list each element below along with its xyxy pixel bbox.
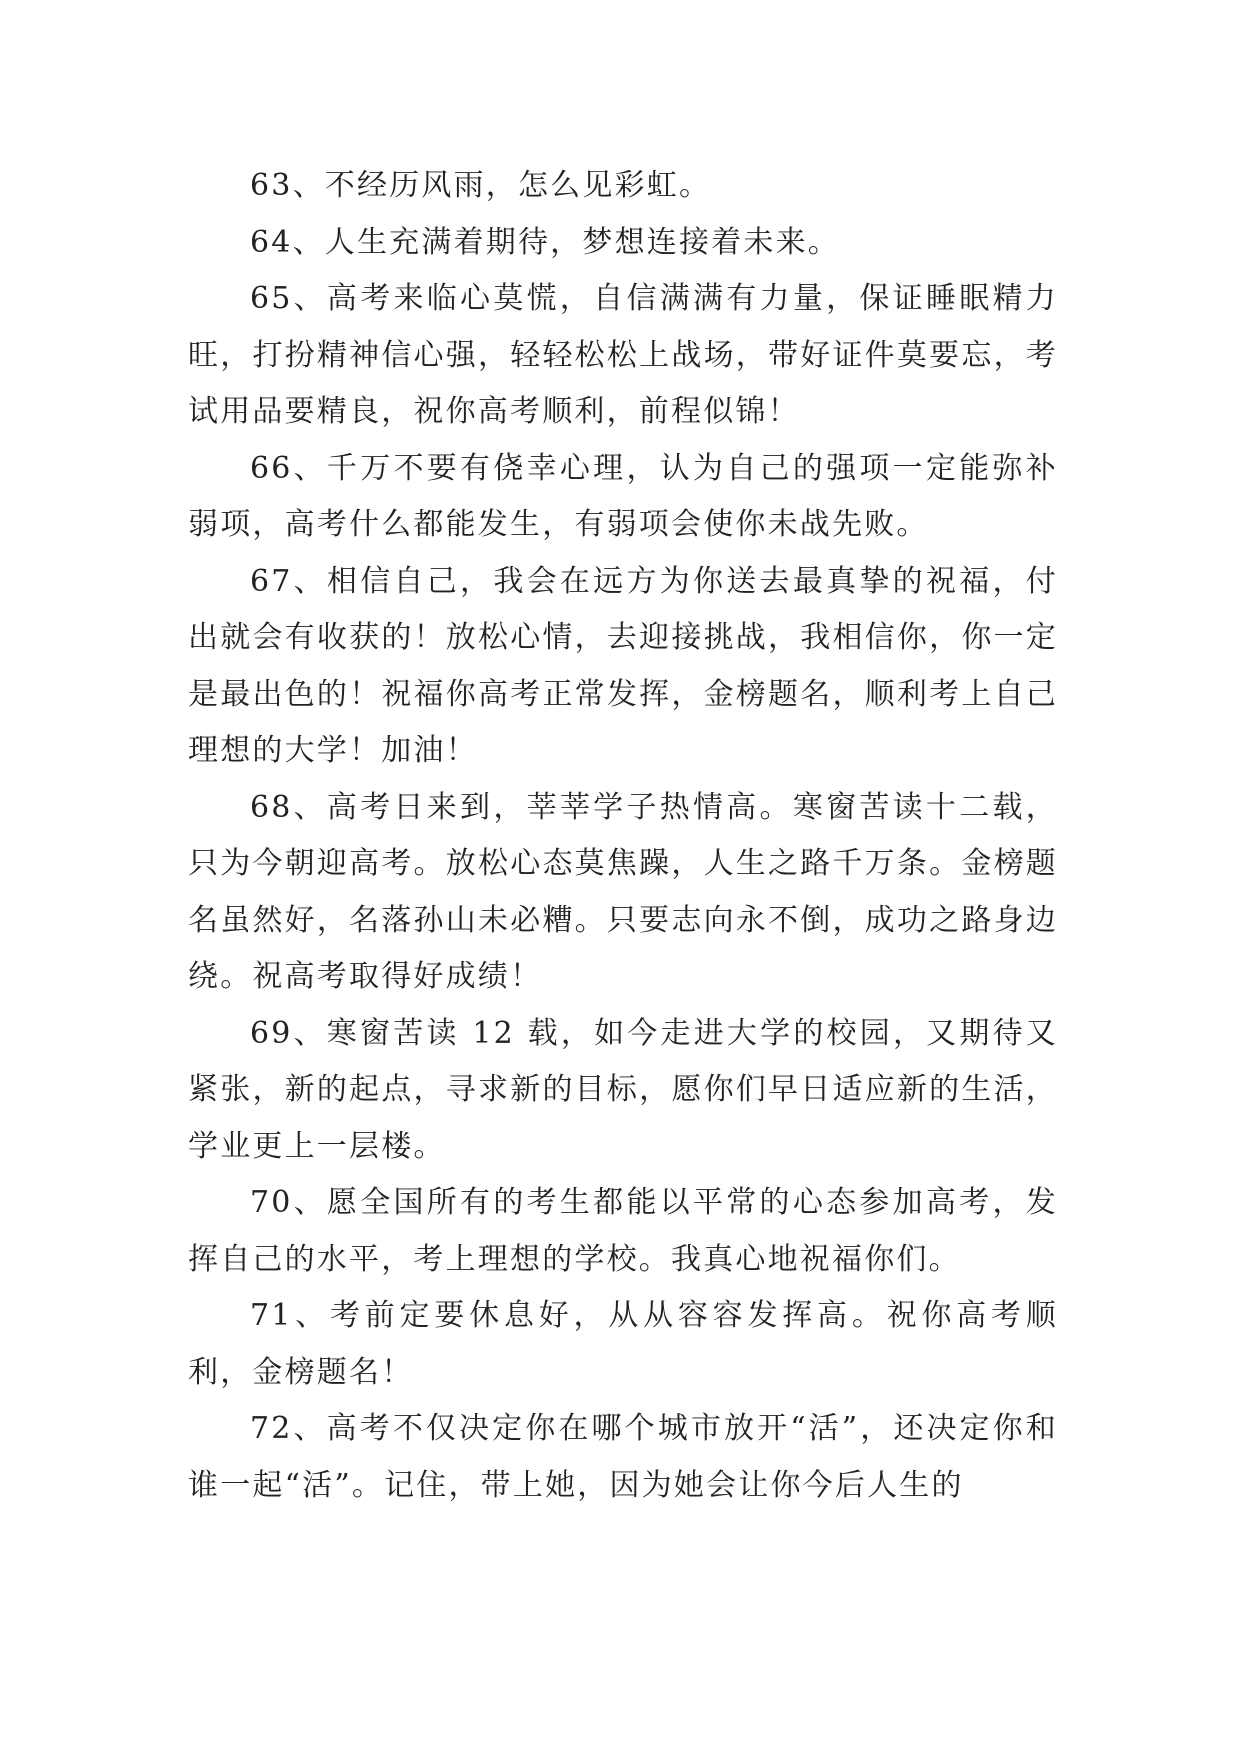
paragraph-70: 70、愿全国所有的考生都能以平常的心态参加高考，发挥自己的水平，考上理想的学校。我真心地祝福你们。 (188, 1185, 1058, 1277)
paragraph-63: 63、不经历风雨，怎么见彩虹。 (250, 168, 712, 203)
paragraph-66: 66、千万不要有侥幸心理，认为自己的强项一定能弥补弱项，高考什么都能发生，有弱项会使你未战先败。 (188, 450, 1058, 542)
paragraph-71: 71、考前定要休息好，从从容容发挥高。祝你高考顺利，金榜题名！ (188, 1298, 1058, 1390)
paragraph-69: 69、寒窗苦读 12 载，如今走进大学的校园，又期待又紧张，新的起点，寻求新的目标，愿你们早日适应新的生活，学业更上一层楼。 (188, 1015, 1058, 1164)
document-body (188, 158, 1058, 1514)
paragraph-64: 64、人生充满着期待，梦想连接着未来。 (250, 224, 840, 260)
paragraph-65: 65、高考来临心莫慌，自信满满有力量，保证睡眠精力旺，打扮精神信心强，轻轻松松上战场，带好证件莫要忘，考试用品要精良，祝你高考顺利，前程似锦！ (188, 281, 1058, 429)
paragraph-72: 72、高考不仅决定你在哪个城市放开“活”，还决定你和谁一起“活”。记住，带上她，因为她会让你今后人生的 (188, 1411, 1058, 1503)
paragraph-68: 68、高考日来到，莘莘学子热情高。寒窗苦读十二载，只为今朝迎高考。放松心态莫焦躁，人生之路千万条。金榜题名虽然好，名落孙山未必糟。只要志向永不倒，成功之路身边绕。祝高考取得好成绩！ (188, 789, 1058, 994)
paragraph-67: 67、相信自己，我会在远方为你送去最真挚的祝福，付出就会有收获的！放松心情，去迎接挑战，我相信你，你一定是最出色的！祝福你高考正常发挥，金榜题名，顺利考上自己理想的大学！加油！ (188, 563, 1058, 768)
